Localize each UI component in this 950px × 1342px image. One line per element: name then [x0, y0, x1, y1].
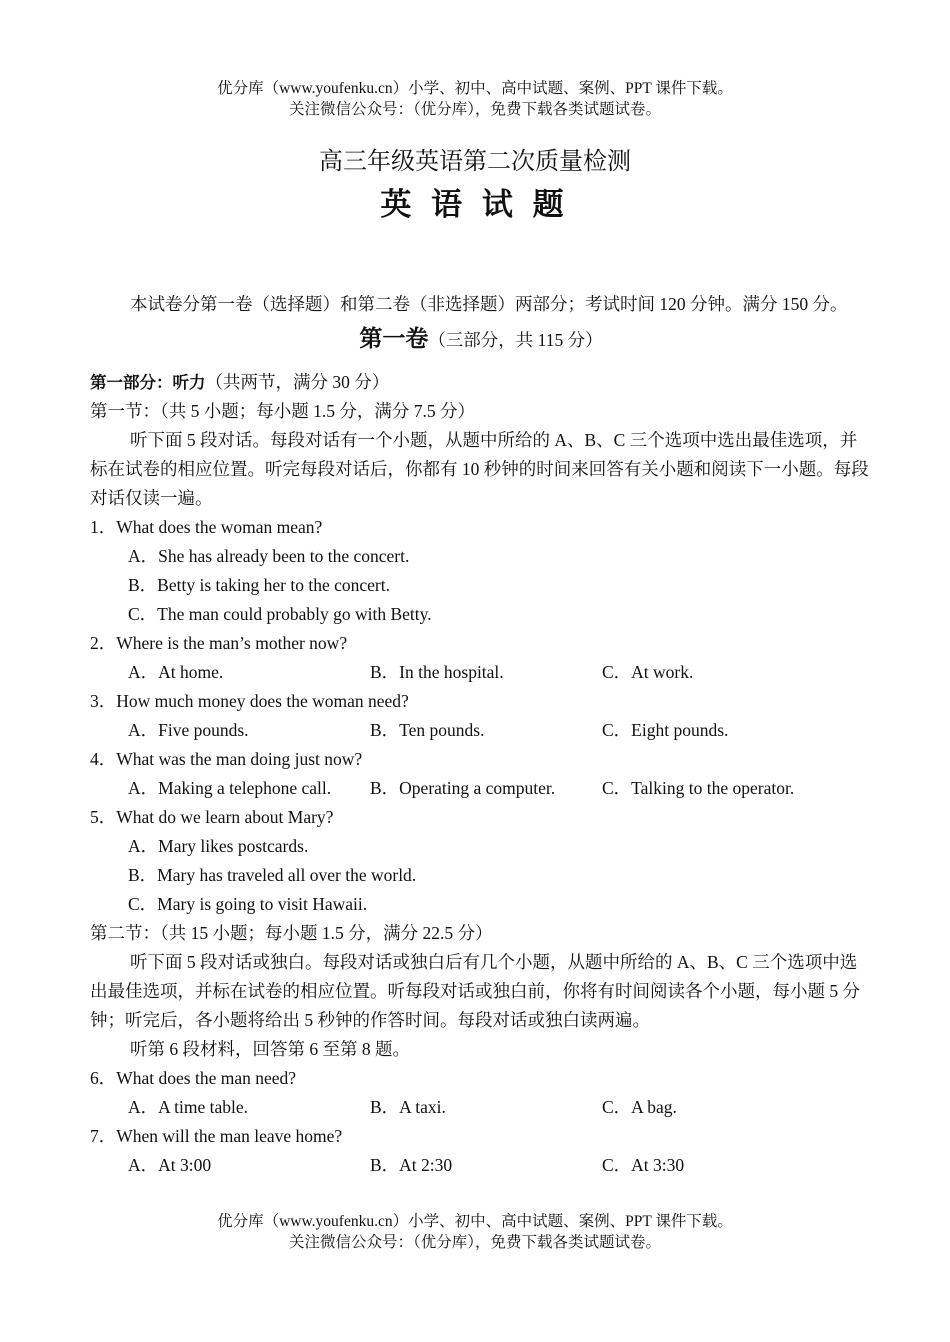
question-5-option-a: A．Mary likes postcards.	[128, 836, 309, 856]
question-6-options	[90, 1093, 872, 1122]
question-6-option-a: A．A time table.	[128, 1097, 249, 1117]
question-2-option-c: C．At work.	[602, 662, 694, 682]
exam-subtitle: 高三年级英语第二次质量检测	[319, 149, 631, 175]
question-7-option-a: A．At 3:00	[128, 1155, 212, 1175]
question-6-option-c: C．A bag.	[602, 1097, 677, 1117]
part1-heading	[90, 368, 872, 397]
question-7-options	[90, 1151, 872, 1180]
question-7: 7．When will the man leave home?	[90, 1126, 343, 1146]
question-1-option-c: C．The man could probably go with Betty.	[128, 604, 432, 624]
exam-body	[90, 290, 872, 1180]
section2-title: 第二节：（共 15 小题；每小题 1.5 分，满分 22.5 分）	[90, 923, 493, 943]
volume-heading	[90, 321, 872, 358]
question-5-option-c: C．Mary is going to visit Hawaii.	[128, 894, 368, 914]
volume-name: 第一卷	[359, 326, 429, 351]
question-6-option-b: B．A taxi.	[370, 1097, 446, 1117]
question-3: 3．How much money does the woman need?	[90, 691, 409, 711]
section2-instructions: 听下面 5 段对话或独白。每段对话或独白后有几个小题，从题中所给的 A、B、C 三个选项中选出最佳选项，并标在试卷的相应位置。听每段对话或独白前，你将有时间阅读各个小题，每小题 5 分钟；听完后，各小题将给出 5 秒钟的作答时间。每段对话或独白读两遍。	[90, 952, 860, 1030]
question-3-option-b: B．Ten pounds.	[370, 720, 485, 740]
question-4-option-b: B．Operating a computer.	[370, 778, 556, 798]
part1-title: 第一部分：听力	[90, 373, 206, 392]
page-footer	[0, 1211, 950, 1253]
footer-line-1: 优分库（www.youfenku.cn）小学、初中、高中试题、案例、PPT 课件下载。	[217, 1213, 733, 1230]
question-1: 1．What does the woman mean?	[90, 517, 323, 537]
part1-note: （共两节，满分 30 分）	[205, 372, 390, 392]
page-header	[0, 78, 950, 120]
question-4: 4．What was the man doing just now?	[90, 749, 363, 769]
question-7-option-b: B．At 2:30	[370, 1155, 453, 1175]
question-4-option-a: A．Making a telephone call.	[128, 778, 332, 798]
question-1-option-b: B．Betty is taking her to the concert.	[128, 575, 390, 595]
question-2-option-b: B．In the hospital.	[370, 662, 504, 682]
section1-title: 第一节：（共 5 小题；每小题 1.5 分，满分 7.5 分）	[90, 401, 475, 421]
header-line-2: 关注微信公众号：（优分库），免费下载各类试题试卷。	[288, 101, 661, 118]
section1-instructions: 听下面 5 段对话。每段对话有一个小题，从题中所给的 A、B、C 三个选项中选出最佳选项，并标在试卷的相应位置。听完每段对话后，你都有 10 秒钟的时间来回答有关小题和阅读下一小题。每段对话仅读一遍。	[90, 430, 869, 508]
material-6-note: 听第 6 段材料，回答第 6 至第 8 题。	[130, 1039, 410, 1059]
question-5-option-b: B．Mary has traveled all over the world.	[128, 865, 417, 885]
intro-paragraph: 本试卷分第一卷（选择题）和第二卷（非选择题）两部分；考试时间 120 分钟。满分 150 分。	[130, 294, 848, 314]
question-2-options	[90, 658, 872, 687]
question-3-options	[90, 716, 872, 745]
question-5: 5．What do we learn about Mary?	[90, 807, 334, 827]
question-7-option-c: C．At 3:30	[602, 1155, 685, 1175]
question-6: 6．What does the man need?	[90, 1068, 297, 1088]
question-2-option-a: A．At home.	[128, 662, 224, 682]
question-4-option-c: C．Talking to the operator.	[602, 778, 795, 798]
question-3-option-a: A．Five pounds.	[128, 720, 249, 740]
question-1-option-a: A．She has already been to the concert.	[128, 546, 410, 566]
volume-note: （三部分，共 115 分）	[428, 330, 603, 350]
header-line-1: 优分库（www.youfenku.cn）小学、初中、高中试题、案例、PPT 课件下载。	[217, 80, 733, 97]
question-3-option-c: C．Eight pounds.	[602, 720, 729, 740]
exam-title: 英 语 试 题	[380, 187, 570, 222]
footer-line-2: 关注微信公众号：（优分库），免费下载各类试题试卷。	[288, 1234, 661, 1251]
question-4-options	[90, 774, 872, 803]
question-2: 2．Where is the man’s mother now?	[90, 633, 348, 653]
